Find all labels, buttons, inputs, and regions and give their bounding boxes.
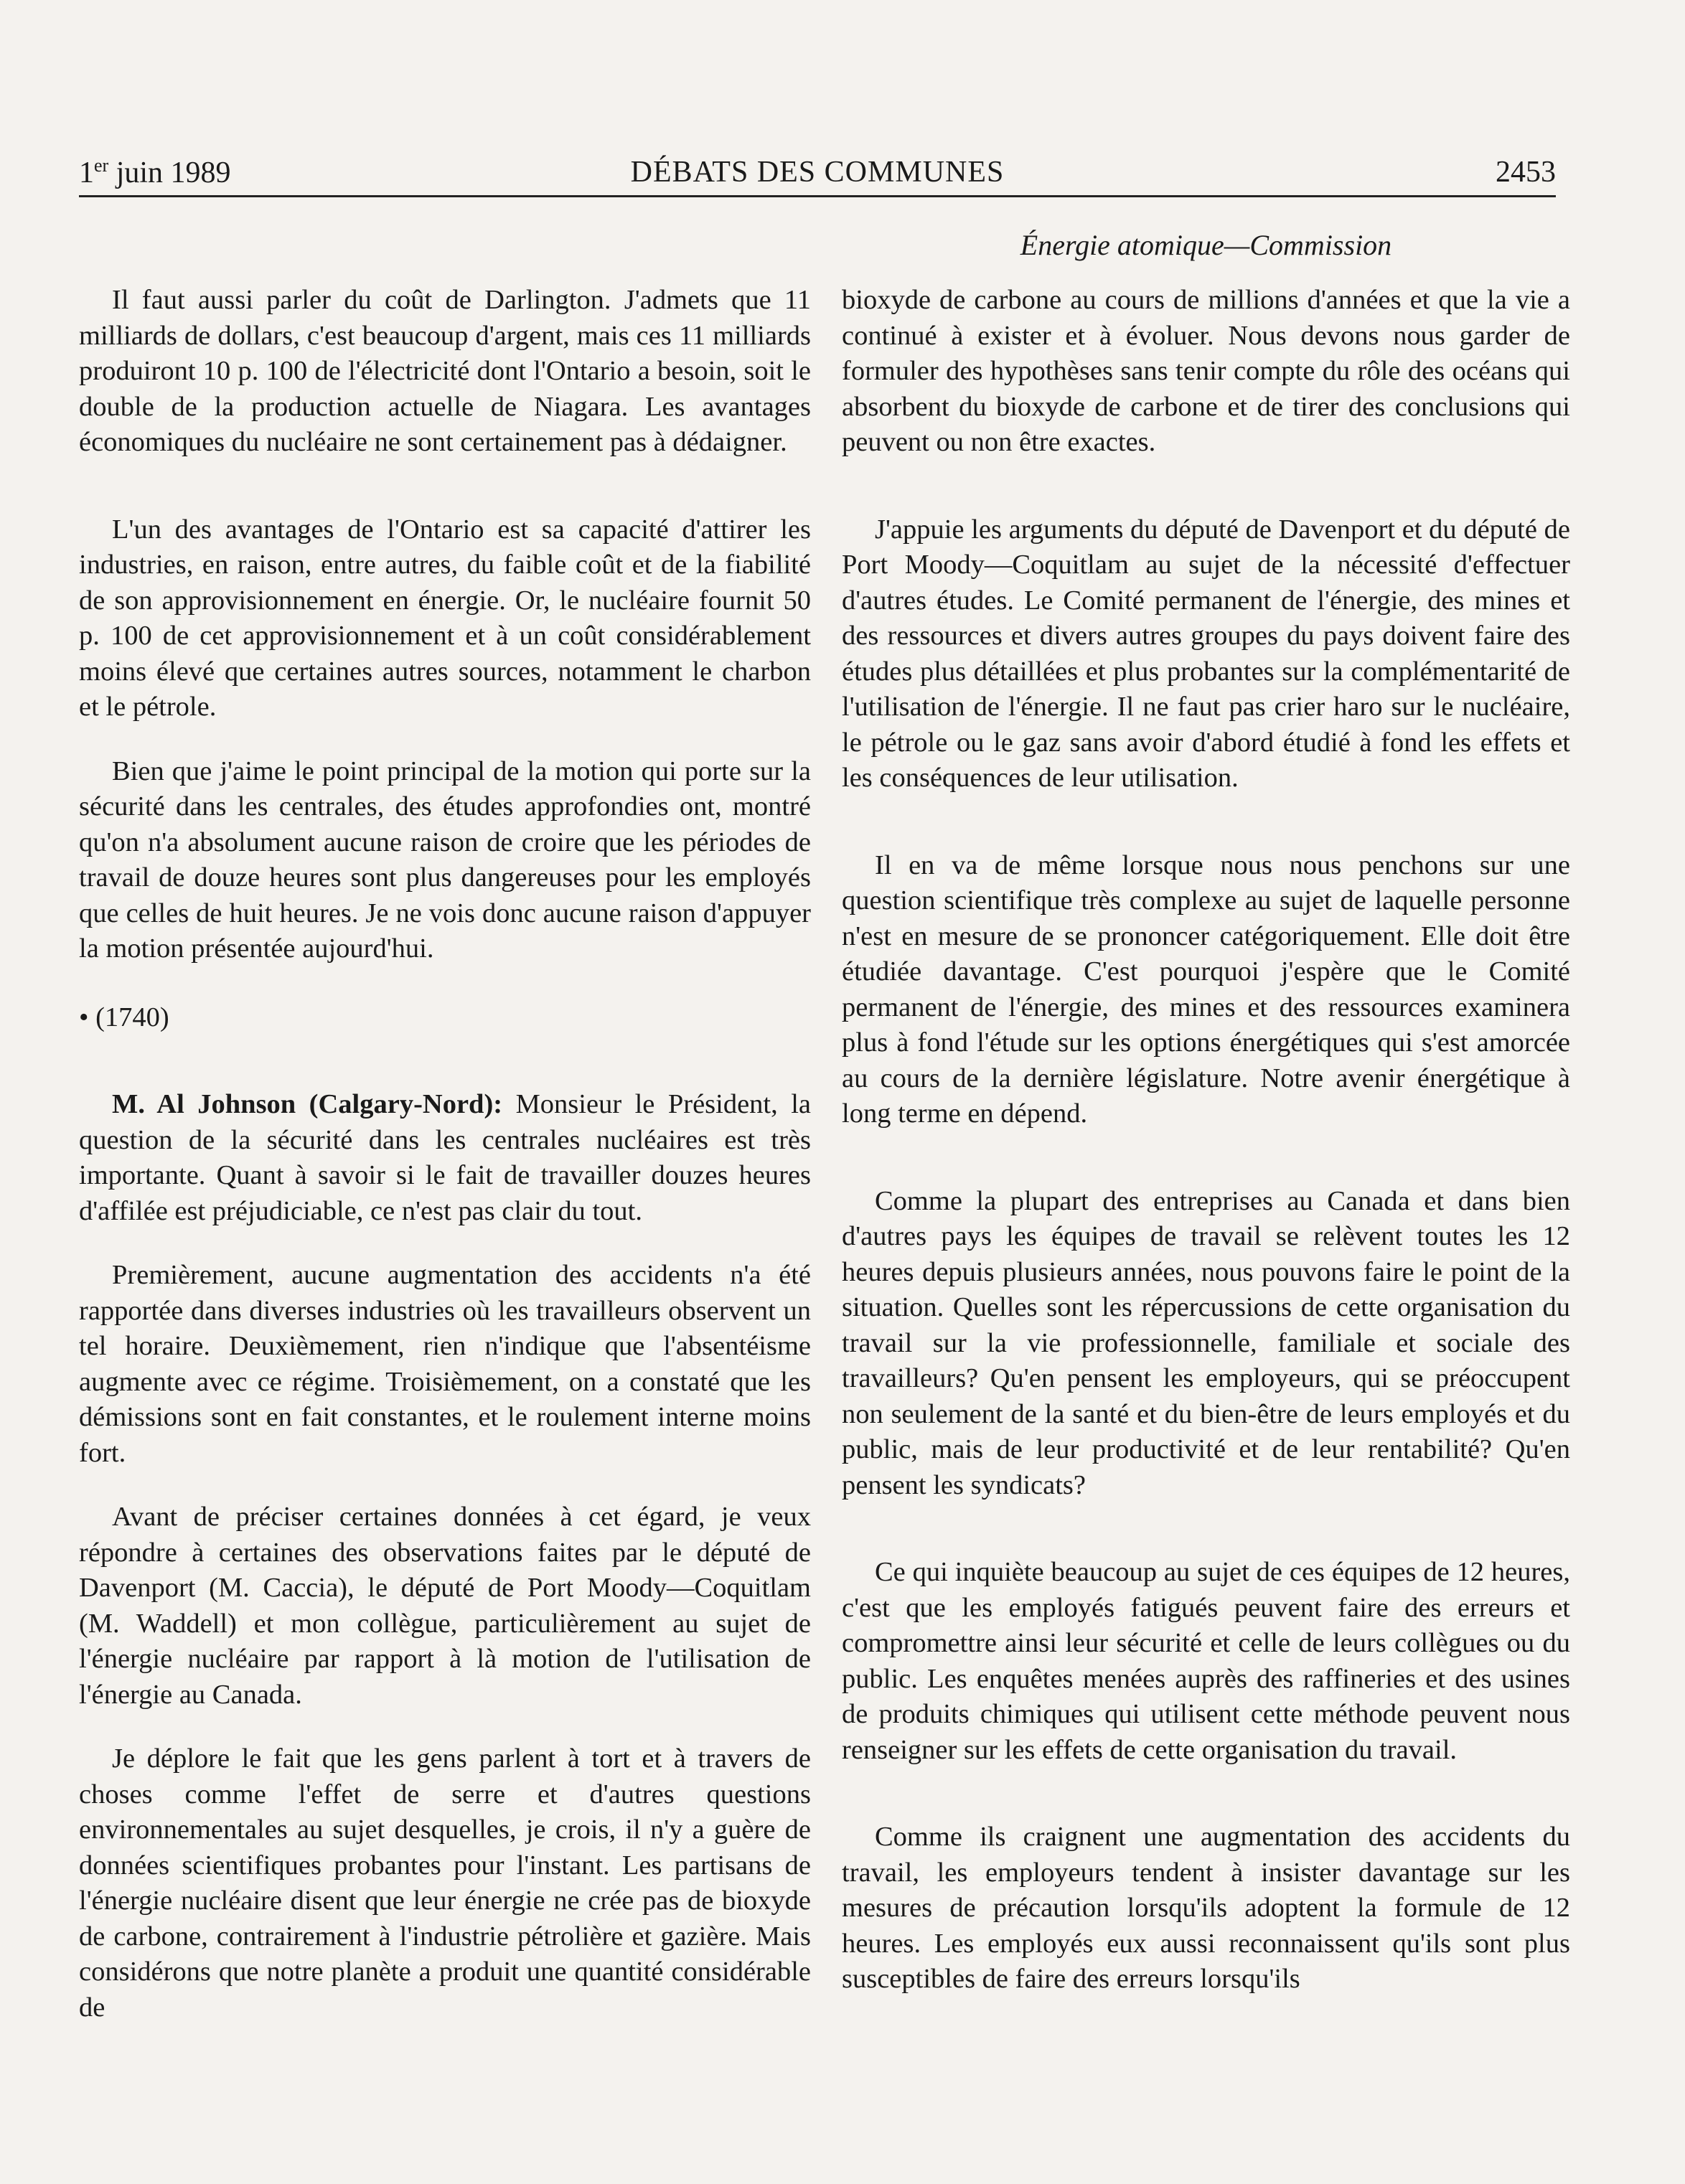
header-title: DÉBATS DES COMMUNES [630, 156, 1005, 189]
paragraph: Je déplore le fait que les gens parlent à tort et à travers de choses comme l'effet de serre et d'autres questions environnementales au sujet desquelles, je crois, il n'y a guère de données scientifiques probantes pour l'instant. Les partisans de l'énergie nucléaire disent que leur énergie ne crée pas de bioxyde de carbone, contrairement à l'industrie pétrolière et gazière. Mais considérons que notre planète a produit une quantité considérable de [79, 1743, 811, 2023]
paragraph: Comme la plupart des entreprises au Canada et dans bien d'autres pays les équipes de travail se relèvent toutes les 12 heures depuis plusieurs années, nous pouvons faire le point de la situation. Quelles sont les répercussions de cette organisation du travail sur la vie professionnelle, familiale et sociale des travailleurs? Qu'en pensent les employeurs, qui se préoccupent non seulement de la santé et du bien-être de leurs employés et du public, mais de leur productivité et de leur rentabilité? Qu'en pensent les syndicats? [842, 1185, 1570, 1500]
paragraph: Avant de préciser certaines données à cet égard, je veux répondre à certaines des observations faites par le député de Davenport (M. Caccia), le député de Port Moody—Coquitlam (M. Waddell) et mon collègue, particulièrement au sujet de l'énergie nucléaire par rapport à là motion de l'utilisation de l'énergie au Canada. [79, 1502, 811, 1710]
right-column [842, 283, 1570, 1997]
header-date: 1er juin 1989 [79, 155, 231, 189]
page-header [79, 152, 1556, 197]
speaker-paragraph: M. Al Johnson (Calgary-Nord): Monsieur le Président, la question de la sécurité dans les centrales nucléaires est très importante. Quant à savoir si le fait de travailler douzes heures d'affilée est préjudiciable, ce n'est pas clair du tout. [79, 1089, 811, 1226]
paragraph: L'un des avantages de l'Ontario est sa capacité d'attirer les industries, en raison, entre autres, du faible coût et de la fiabilité de son approvisionnement en énergie. Or, le nucléaire fournit 50 p. 100 de cet approvisionnement et à un coût considérablement moins élevé que certaines autres sources, notamment le charbon et le pétrole. [79, 514, 811, 722]
topic-title: Énergie atomique—Commission [1020, 229, 1392, 261]
paragraph: bioxyde de carbone au cours de millions d'années et que la vie a continué à exister et à évoluer. Nous devons nous garder de formuler des hypothèses sans tenir compte du rôle des océans qui absorbent du bioxyde de carbone et de tirer des conclusions qui peuvent ou non être exactes. [842, 285, 1570, 457]
speaker-name: M. Al Johnson (Calgary-Nord): [112, 1089, 503, 1119]
time-marker: • (1740) [79, 1002, 169, 1032]
paragraph: Bien que j'aime le point principal de la motion qui porte sur la sécurité dans les centrales, des études approfondies ont, montré qu'on n'a absolument aucune raison de croire que les périodes de travail de douze heures sont plus dangereuses pour les employés que celles de huit heures. Je ne vois donc aucune raison d'appuyer la motion présentée aujourd'hui. [79, 756, 811, 964]
paragraph: Premièrement, aucune augmentation des accidents n'a été rapportée dans diverses industries où les travailleurs observent un tel horaire. Deuxièmement, rien n'indique que l'absentéisme augmente avec ce régime. Troisièmement, on a constaté que les démissions sont en fait constantes, et le roulement interne moins fort. [79, 1260, 811, 1468]
paragraph: Comme ils craignent une augmentation des accidents du travail, les employeurs tendent à insister davantage sur les mesures de précaution lorsqu'ils adoptent la formule de 12 heures. Les employés eux aussi reconnaissent qu'ils sont plus susceptibles de faire des erreurs lorsqu'ils [842, 1822, 1570, 1994]
left-column [79, 283, 811, 2025]
paragraph: J'appuie les arguments du député de Davenport et du député de Port Moody—Coquitlam au sujet de la nécessité d'effectuer d'autres études. Le Comité permanent de l'énergie, des mines et des ressources et divers autres groupes du pays doivent faire des études plus détaillées et plus probantes sur la complémentarité de l'utilisation de l'énergie. Il ne faut pas crier haro sur le nucléaire, le pétrole ou le gaz sans avoir d'abord étudié à fond les effets et les conséquences de leur utilisation. [842, 514, 1570, 793]
header-page-number: 2453 [1496, 156, 1556, 189]
paragraph: Il en va de même lorsque nous nous penchons sur une question scientifique très complexe au sujet de laquelle personne n'est en mesure de se prononcer catégoriquement. Elle doit être étudiée davantage. C'est pourquoi j'espère que le Comité permanent de l'énergie, des mines et des ressources examinera plus à fond l'étude sur les options énergétiques qui s'est amorcée au cours de la dernière législature. Notre avenir énergétique à long terme en dépend. [842, 849, 1570, 1129]
paragraph: Ce qui inquiète beaucoup au sujet de ces équipes de 12 heures, c'est que les employés fatigués peuvent faire des erreurs et compromettre ainsi leur sécurité et celle de leurs collègues ou du public. Les enquêtes menées auprès des raffineries et des usines de produits chimiques qui utilisent cette méthode peuvent nous renseigner sur les effets de cette organisation du travail. [842, 1557, 1570, 1765]
paragraph: Il faut aussi parler du coût de Darlington. J'admets que 11 milliards de dollars, c'est beaucoup d'argent, mais ces 11 milliards produiront 10 p. 100 de l'électricité dont l'Ontario a besoin, soit le double de la production actuelle de Niagara. Les avantages économiques du nucléaire ne sont certainement pas à dédaigner. [79, 285, 811, 457]
